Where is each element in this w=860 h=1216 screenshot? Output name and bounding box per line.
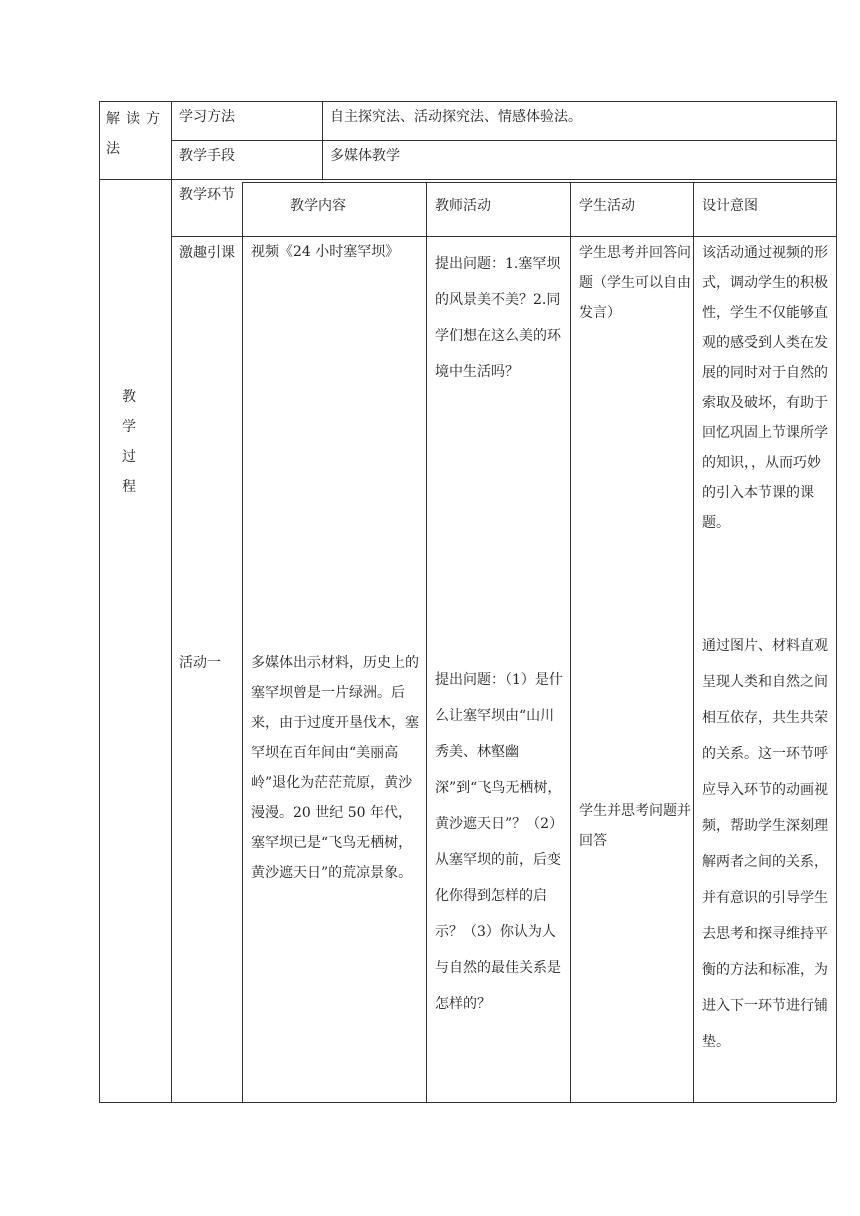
header-stage: 教学环节 xyxy=(179,187,235,203)
row2-student: 学生并思考问题并回答 xyxy=(579,803,691,849)
table-border xyxy=(570,182,571,1102)
header-content: 教学内容 xyxy=(290,198,346,214)
table-border xyxy=(99,1102,836,1103)
table-border xyxy=(693,182,694,1102)
table-border xyxy=(171,179,172,1102)
row1-student: 学生思考并回答问题（学生可以自由发言） xyxy=(579,245,691,321)
table-border xyxy=(99,101,100,179)
learning-method-value: 自主探究法、活动探究法、情感体验法。 xyxy=(330,109,582,125)
header-teacher: 教师活动 xyxy=(435,198,491,214)
process-section-label: 教学过程 xyxy=(122,389,136,495)
table-border xyxy=(836,101,837,179)
teaching-means-value: 多媒体教学 xyxy=(330,148,400,164)
header-student: 学生活动 xyxy=(579,198,635,214)
table-border xyxy=(99,179,100,1102)
row1-stage: 激趣引课 xyxy=(179,245,235,261)
row2-teacher: 提出问题：（1）是什么让塞罕坝由“山川秀美、林壑幽深”到“飞鸟无栖树，黄沙遮天日”？（2）从塞罕坝的前，后变化你得到怎样的启示？（3）你认为人与自然的最佳关系是怎样的？ xyxy=(435,672,563,1012)
row2-content: 多媒体出示材料，历史上的塞罕坝曾是一片绿洲。后来，由于过度开垦伐木，塞罕坝在百年间由“美丽高岭”退化为茫茫荒原，黄沙漫漫。20 世纪 50 年代，塞罕坝已是“飞鸟无栖树，黄沙遮天日”的荒凉景象。 xyxy=(251,655,419,881)
table-border xyxy=(99,101,836,102)
table-border xyxy=(426,182,427,1102)
table-border xyxy=(836,179,837,1102)
table-border xyxy=(171,101,172,179)
table-border xyxy=(171,236,836,237)
learning-method-key: 学习方法 xyxy=(179,109,235,125)
row1-teacher: 提出问题：1.塞罕坝的风景美不美？2.同学们想在这么美的环境中生活吗？ xyxy=(435,256,561,380)
row1-intent: 该活动通过视频的形式，调动学生的积极性，学生不仅能够直观的感受到人类在发展的同时对于自然的索取及破坏，有助于回忆巩固上节课所学的知识，，从而巧妙的引入本节课的课题。 xyxy=(702,245,828,531)
teaching-means-key: 教学手段 xyxy=(179,148,235,164)
row2-stage: 活动一 xyxy=(179,655,221,671)
table-border xyxy=(242,182,243,1102)
row2-intent: 通过图片、材料直观呈现人类和自然之间相互依存，共生共荣的关系。这一环节呼应导入环节的动画视频，帮助学生深刻理解两者之间的关系，并有意识的引导学生去思考和探寻维持平衡的方法和标准，为进入下一环节进行铺垫。 xyxy=(702,638,828,1050)
table-border xyxy=(322,101,323,179)
method-section-label: 解读方法 xyxy=(106,111,166,157)
table-border xyxy=(242,182,836,183)
row1-content: 视频《24 小时塞罕坝》 xyxy=(251,244,400,260)
table-border xyxy=(171,140,836,141)
header-intent: 设计意图 xyxy=(702,198,758,214)
